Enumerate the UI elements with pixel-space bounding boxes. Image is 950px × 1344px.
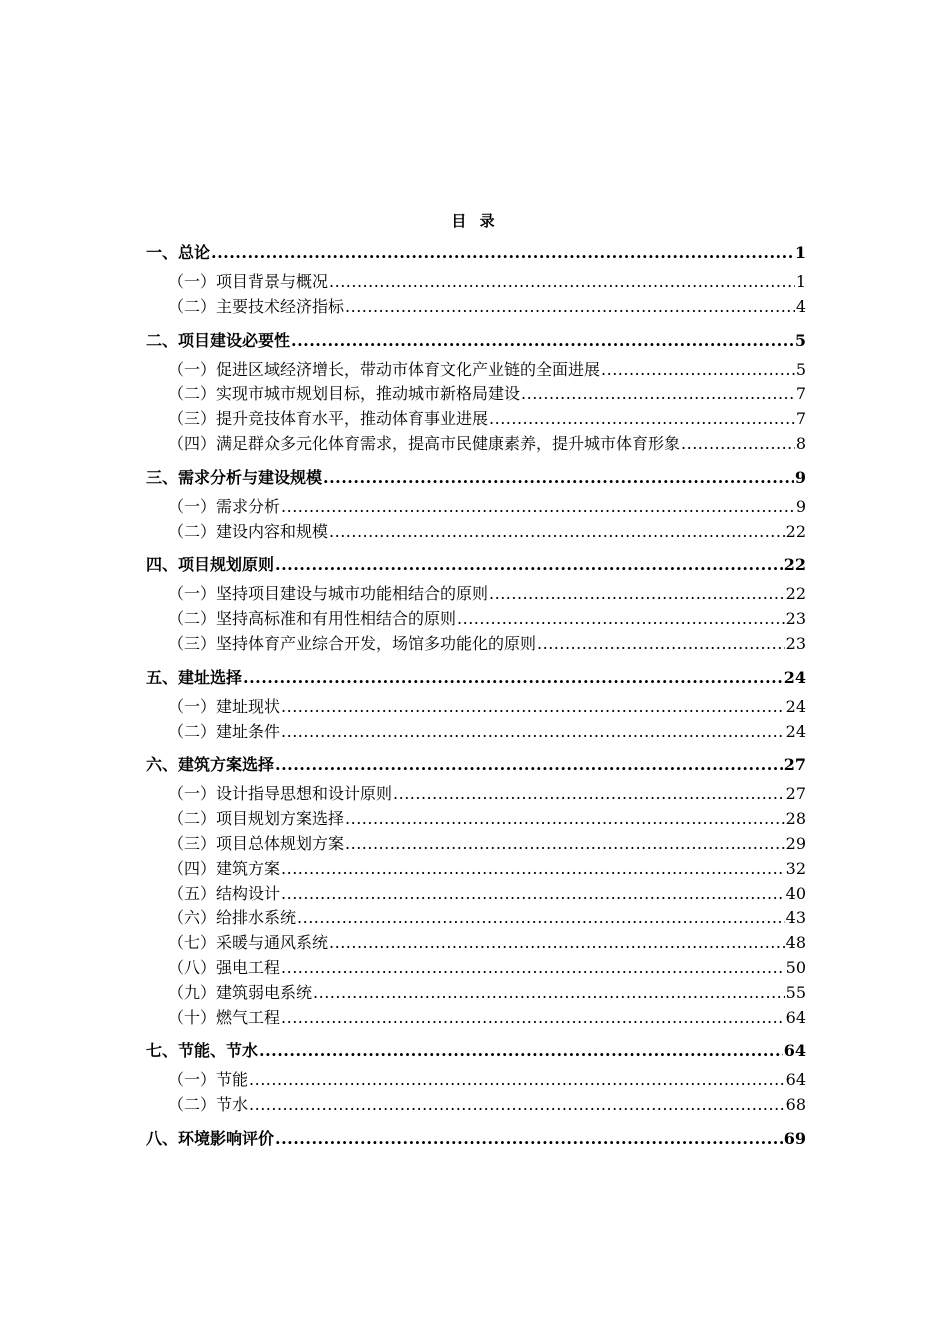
toc-entry-label: （一）需求分析 [168,496,281,516]
dot-leader [329,270,795,295]
toc-page-number: 27 [783,755,806,775]
dot-leader [249,1093,785,1118]
dot-leader [345,807,785,832]
dot-leader [345,832,785,857]
dot-leader [323,465,794,491]
toc-page-number: 8 [795,433,806,453]
toc-entry-label: （一）建址现状 [168,696,281,716]
toc-page-number: 32 [785,858,806,878]
dot-leader [313,981,785,1006]
dot-leader [275,552,783,578]
dot-leader [291,328,794,354]
dot-leader [489,407,795,432]
toc-page-number: 1 [794,243,806,262]
toc-page-number: 7 [795,384,806,404]
toc-page-number: 29 [785,833,806,853]
toc-page-number: 22 [783,555,806,575]
dot-leader [601,358,795,383]
toc-subsection-entry[interactable] [146,358,806,383]
toc-subsection-entry[interactable] [146,607,806,632]
toc-entry-label: 四、项目规划原则 [146,555,275,575]
toc-page-number: 43 [785,908,806,928]
toc-subsection-entry[interactable] [146,382,806,407]
toc-entry-label: （八）强电工程 [168,957,281,977]
toc-subsection-entry[interactable] [146,1068,806,1093]
toc-section-entry[interactable] [146,1038,806,1064]
dot-leader [243,665,783,691]
toc-page-number: 5 [794,330,806,350]
dot-leader [329,520,785,545]
toc-entry-label: （二）坚持高标准和有用性相结合的原则 [168,609,457,629]
toc-entry-label: （三）项目总体规划方案 [168,833,345,853]
dot-leader [681,432,795,457]
dot-leader [521,382,795,407]
toc-section-entry[interactable] [146,240,806,266]
dot-leader [297,906,785,931]
toc-entry-label: 三、需求分析与建设规模 [146,467,323,487]
toc-entry-label: 八、环境影响评价 [146,1128,275,1148]
toc-page-number: 24 [783,667,806,687]
dot-leader [537,632,785,657]
dot-leader [345,295,795,320]
toc-entry-label: （一）设计指导思想和设计原则 [168,784,393,804]
toc-page-number: 4 [795,296,806,316]
dot-leader [275,1126,783,1152]
dot-leader [259,1038,783,1064]
toc-section-entry[interactable] [146,1126,806,1152]
toc-subsection-entry[interactable] [146,632,806,657]
toc-page-number: 5 [795,359,806,379]
toc-page-number: 40 [785,883,806,903]
toc-subsection-entry[interactable] [146,906,806,931]
toc-entry-label: 五、建址选择 [146,667,243,687]
dot-leader [281,695,785,720]
toc-entry-label: （一）项目背景与概况 [168,272,329,291]
dot-leader [281,495,795,520]
toc-entry-label: （二）建设内容和规模 [168,521,329,541]
toc-page-number: 28 [785,809,806,829]
dot-leader [249,1068,785,1093]
toc-entry-label: （四）建筑方案 [168,858,281,878]
toc-entry-label: （二）项目规划方案选择 [168,809,345,829]
toc-subsection-entry[interactable] [146,931,806,956]
toc-page-number: 24 [785,721,806,741]
toc-section-entry[interactable] [146,752,806,778]
toc-entry-label: （二）实现市城市规划目标，推动城市新格局建设 [168,384,521,404]
toc-entry-label: （九）建筑弱电系统 [168,982,313,1002]
toc-subsection-entry[interactable] [146,981,806,1006]
toc-entry-label: （三）提升竞技体育水平，推动体育事业进展 [168,409,489,429]
toc-section-entry[interactable] [146,552,806,578]
toc-page-number: 1 [795,272,806,291]
dot-leader [393,782,785,807]
page-title: 目 录 [451,212,499,230]
toc-subsection-entry[interactable] [146,882,806,907]
toc-section-entry[interactable] [146,465,806,491]
dot-leader [281,720,785,745]
toc-subsection-entry[interactable] [146,695,806,720]
toc-entry-label: （七）采暖与通风系统 [168,933,329,953]
toc-entry-label: （十）燃气工程 [168,1007,281,1027]
toc-section-entry[interactable] [146,665,806,691]
dot-leader [281,956,785,981]
toc-entry-label: 一、总论 [146,243,211,262]
toc-subsection-entry[interactable] [146,956,806,981]
toc-page-number: 69 [783,1128,806,1148]
toc-entry-label: 二、项目建设必要性 [146,330,291,350]
toc-entry-label: （二）主要技术经济指标 [168,296,345,316]
toc-subsection-entry[interactable] [146,582,806,607]
toc-page-number: 9 [794,467,806,487]
toc-page-number: 48 [785,933,806,953]
toc-page-number: 64 [783,1041,806,1061]
toc-entry-label: 七、节能、节水 [146,1041,259,1061]
toc-subsection-entry[interactable] [146,832,806,857]
toc-subsection-entry[interactable] [146,432,806,457]
toc-page-number: 64 [785,1070,806,1090]
dot-leader [489,582,785,607]
toc-entry-label: （一）节能 [168,1070,249,1090]
toc-entry-label: （二）节水 [168,1095,249,1115]
toc-page-number: 23 [785,633,806,653]
toc-page-number: 27 [785,784,806,804]
dot-leader [211,240,794,266]
toc-subsection-entry[interactable] [146,720,806,745]
toc-subsection-entry[interactable] [146,1093,806,1118]
toc-subsection-entry[interactable] [146,495,806,520]
dot-leader [281,882,785,907]
toc-subsection-entry[interactable] [146,807,806,832]
toc-entry-label: （一）促进区域经济增长，带动市体育文化产业链的全面进展 [168,359,601,379]
toc-page-number: 22 [785,521,806,541]
toc-entry-label: 六、建筑方案选择 [146,755,275,775]
toc-entry-label: （六）给排水系统 [168,908,297,928]
dot-leader [281,1006,785,1031]
dot-leader [275,752,783,778]
toc-page-number: 68 [785,1095,806,1115]
toc-page-number: 55 [785,982,806,1002]
dot-leader [281,857,785,882]
dot-leader [457,607,785,632]
toc-page-number: 23 [785,609,806,629]
toc-subsection-entry[interactable] [146,407,806,432]
toc-subsection-entry[interactable] [146,295,806,320]
toc-entry-label: （四）满足群众多元化体育需求，提高市民健康素养，提升城市体育形象 [168,433,681,453]
toc-subsection-entry[interactable] [146,782,806,807]
toc-page-number: 50 [785,957,806,977]
toc-section-entry[interactable] [146,328,806,354]
toc-page-number: 24 [785,696,806,716]
toc-subsection-entry[interactable] [146,857,806,882]
toc-subsection-entry[interactable] [146,520,806,545]
toc-subsection-entry[interactable] [146,270,806,295]
toc-entry-label: （三）坚持体育产业综合开发，场馆多功能化的原则 [168,633,537,653]
toc-subsection-entry[interactable] [146,1006,806,1031]
toc-page-number: 7 [795,409,806,429]
toc-page-number: 9 [795,496,806,516]
table-of-contents [146,240,806,1152]
toc-entry-label: （二）建址条件 [168,721,281,741]
toc-entry-label: （五）结构设计 [168,883,281,903]
toc-page-number: 22 [785,584,806,604]
dot-leader [329,931,785,956]
toc-page-number: 64 [785,1007,806,1027]
toc-entry-label: （一）坚持项目建设与城市功能相结合的原则 [168,584,489,604]
